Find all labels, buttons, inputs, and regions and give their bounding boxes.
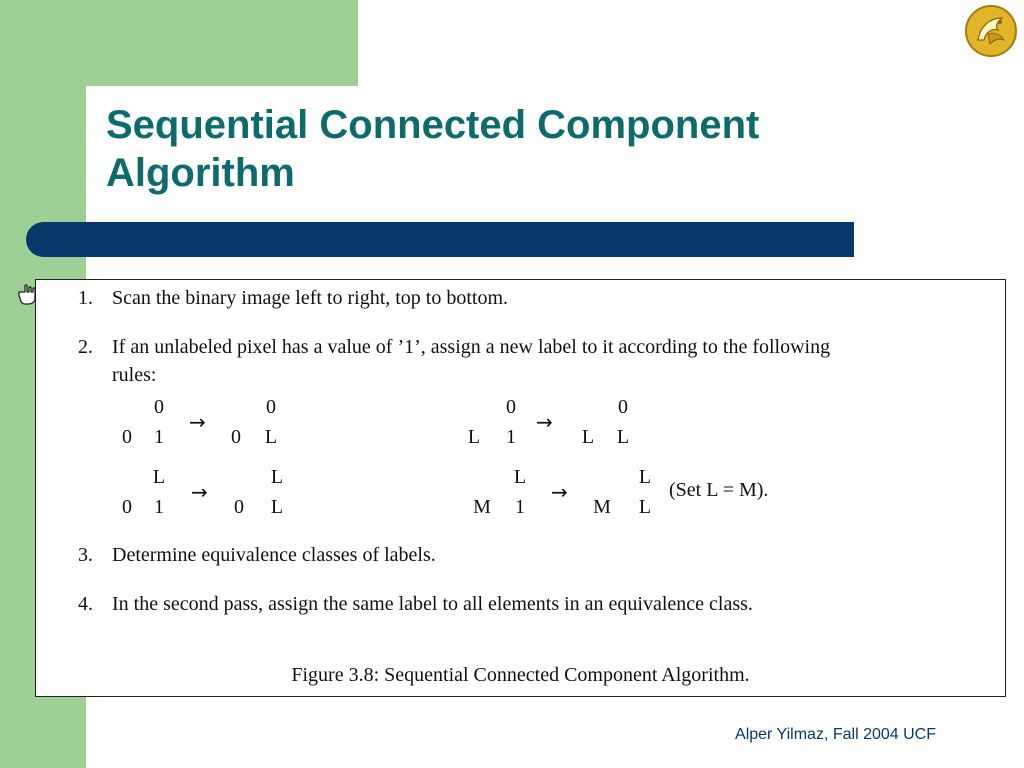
rule-arrow: → <box>189 410 206 434</box>
rule-cell: L <box>638 466 652 488</box>
step-text: Determine equivalence classes of labels. <box>112 544 436 566</box>
set-equivalence-note: (Set L = M). <box>669 479 769 501</box>
figure-caption: Figure 3.8: Sequential Connected Component Algorithm. <box>291 664 750 686</box>
ucf-pegasus-logo-icon <box>964 4 1018 58</box>
rule-cell: L <box>264 426 278 448</box>
step-number: 4. <box>78 593 93 615</box>
rule-arrow: → <box>536 410 553 434</box>
rule-cell: L <box>270 496 284 518</box>
rule-cell: 1 <box>515 496 525 518</box>
rule-cell: L <box>467 426 481 448</box>
rule-cell: 0 <box>618 396 628 418</box>
step-number: 2. <box>78 336 93 358</box>
rule-cell: 1 <box>506 426 516 448</box>
slide-footer: Alper Yilmaz, Fall 2004 UCF <box>735 726 936 743</box>
rule-cell: M <box>593 496 611 518</box>
rule-cell: 0 <box>154 396 164 418</box>
rule-cell: L <box>152 466 166 488</box>
rule-cell: L <box>638 496 652 518</box>
title-line-1: Sequential Connected Component <box>106 103 760 147</box>
step-number: 1. <box>78 287 93 309</box>
algorithm-figure <box>35 279 1006 697</box>
step-text-continued: rules: <box>112 364 157 386</box>
rule-cell: 0 <box>122 496 132 518</box>
title-underline-bar <box>26 222 854 257</box>
rule-cell: 0 <box>234 496 244 518</box>
rule-cell: M <box>473 496 491 518</box>
rule-cell: 1 <box>154 426 164 448</box>
rule-arrow: → <box>551 480 568 504</box>
step-number: 3. <box>78 544 93 566</box>
rule-cell: 0 <box>506 396 516 418</box>
step-text: In the second pass, assign the same label to all elements in an equivalence class. <box>112 593 753 615</box>
step-text: Scan the binary image left to right, top to bottom. <box>112 287 509 309</box>
rule-cell: L <box>513 466 527 488</box>
step-text: If an unlabeled pixel has a value of ’1’, assign a new label to it according to the following <box>112 336 831 358</box>
rule-cell: 0 <box>231 426 241 448</box>
rule-cell: L <box>581 426 595 448</box>
title-line-2: Algorithm <box>106 151 295 195</box>
rule-cell: 0 <box>266 396 276 418</box>
rule-cell: L <box>270 466 284 488</box>
slide-title <box>106 101 906 197</box>
rule-cell: 0 <box>122 426 132 448</box>
rule-cell: 1 <box>154 496 164 518</box>
rule-arrow: → <box>191 480 208 504</box>
rule-cell: L <box>616 426 630 448</box>
